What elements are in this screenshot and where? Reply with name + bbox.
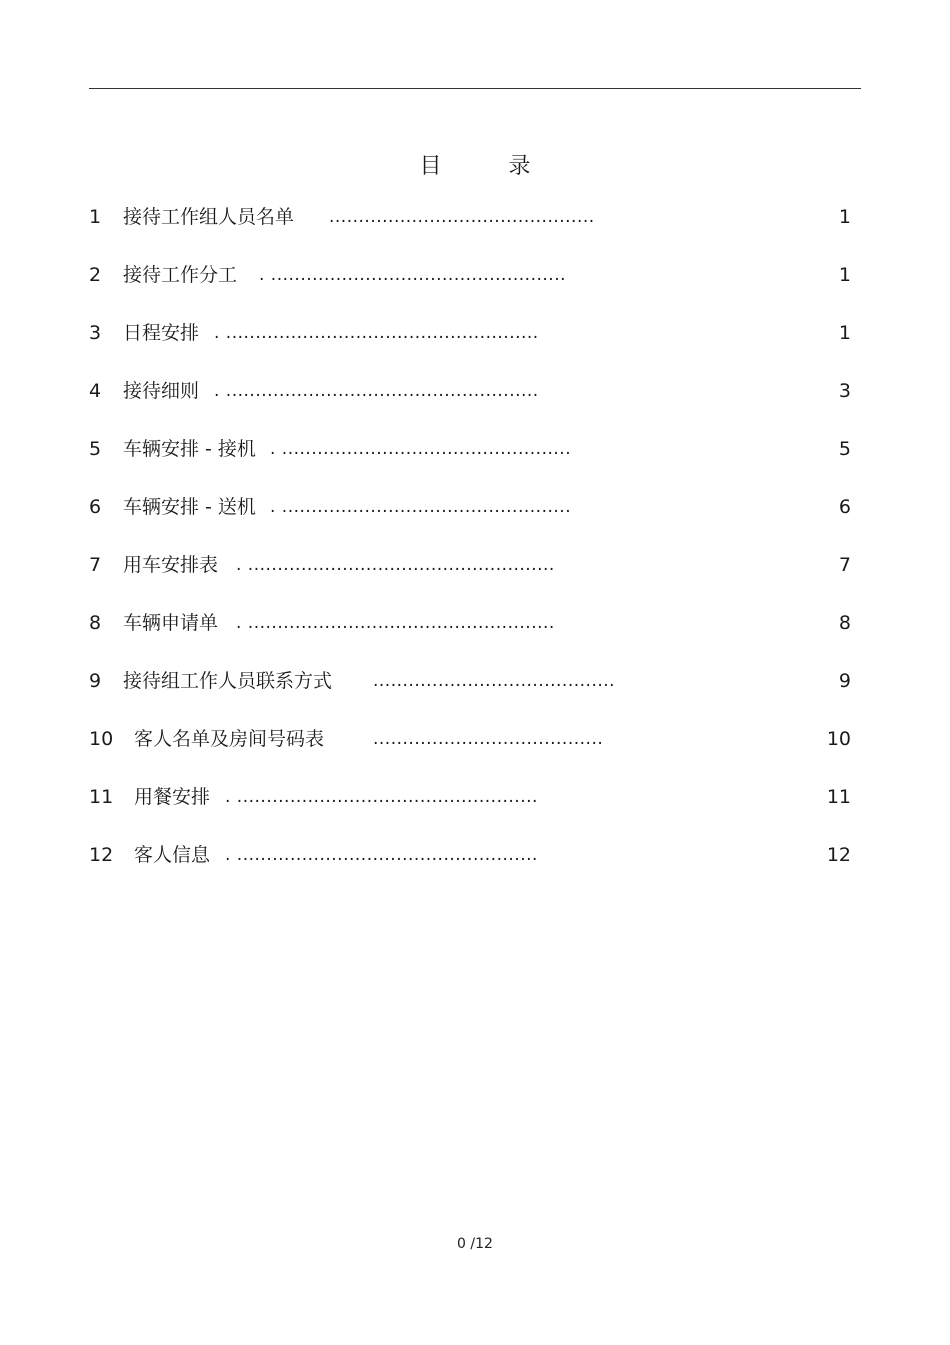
toc-entry-label: 车辆安排 - 接机 — [123, 438, 256, 460]
toc-entry-label: 接待细则 — [123, 380, 200, 402]
toc-entry-8[interactable] — [89, 606, 851, 640]
toc-entry-leader: . ................................................. — [270, 497, 572, 517]
toc-entry-11[interactable] — [89, 780, 851, 814]
toc-entry-page: 6 — [838, 496, 851, 518]
toc-entry-4[interactable] — [89, 374, 851, 408]
page-number: 0 /12 — [457, 1236, 493, 1252]
toc-entry-label: 接待工作组人员名单 — [123, 206, 295, 228]
toc-entry-leader: . ................................................... — [225, 787, 538, 807]
toc-entry-number: 12 — [89, 844, 114, 866]
toc-entry-page: 1 — [838, 206, 851, 228]
toc-entry-page: 8 — [838, 612, 851, 634]
toc-entry-leader: ......................................... — [373, 671, 616, 691]
toc-entry-12[interactable] — [89, 838, 851, 872]
toc-entry-leader: . ................................................... — [225, 845, 538, 865]
toc-entry-leader: . .................................................... — [236, 555, 555, 575]
toc-entry-number: 3 — [89, 322, 102, 344]
toc-entry-number: 11 — [89, 786, 114, 808]
toc-entry-leader: . ..................................................... — [214, 381, 539, 401]
toc-entry-page: 12 — [826, 844, 851, 866]
toc-entry-5[interactable] — [89, 432, 851, 466]
toc-entry-2[interactable] — [89, 258, 851, 292]
toc-entry-page: 10 — [826, 728, 851, 750]
toc-entry-page: 3 — [838, 380, 851, 402]
toc-entry-1[interactable] — [89, 200, 851, 234]
toc-entry-10[interactable] — [89, 722, 851, 756]
toc-entry-page: 11 — [826, 786, 851, 808]
toc-entry-label: 接待工作分工 — [123, 264, 238, 286]
toc-entry-page: 1 — [838, 322, 851, 344]
toc-entry-leader: . ................................................. — [270, 439, 572, 459]
toc-entry-number: 2 — [89, 264, 102, 286]
toc-entry-7[interactable] — [89, 548, 851, 582]
toc-entry-label: 车辆安排 - 送机 — [123, 496, 256, 518]
toc-entry-page: 9 — [838, 670, 851, 692]
toc-entry-leader: . .................................................... — [236, 613, 555, 633]
toc-entry-label: 接待组工作人员联系方式 — [123, 670, 333, 692]
toc-entry-9[interactable] — [89, 664, 851, 698]
toc-entry-3[interactable] — [89, 316, 851, 350]
toc-entry-page: 7 — [838, 554, 851, 576]
toc-title: 目 录 — [419, 154, 561, 179]
toc-entry-number: 10 — [89, 728, 114, 750]
toc-entry-number: 4 — [89, 380, 102, 402]
toc-entry-number: 8 — [89, 612, 102, 634]
toc-entry-page: 1 — [838, 264, 851, 286]
toc-entry-label: 客人信息 — [134, 844, 211, 866]
toc-entry-leader: ............................................. — [329, 207, 595, 227]
toc-entry-label: 用餐安排 — [134, 786, 211, 808]
toc-entry-leader: . ..................................................... — [214, 323, 539, 343]
toc-entry-leader: . .................................................. — [259, 265, 566, 285]
toc-entry-number: 5 — [89, 438, 102, 460]
toc-entry-page: 5 — [838, 438, 851, 460]
toc-entry-6[interactable] — [89, 490, 851, 524]
toc-entry-number: 7 — [89, 554, 102, 576]
header-rule — [89, 88, 861, 89]
toc-entry-number: 6 — [89, 496, 102, 518]
toc-entry-leader: ....................................... — [373, 729, 604, 749]
toc-entry-number: 9 — [89, 670, 102, 692]
toc-entry-label: 车辆申请单 — [123, 612, 219, 634]
toc-entry-label: 日程安排 — [123, 322, 200, 344]
toc-entry-label: 客人名单及房间号码表 — [134, 728, 325, 750]
toc-entry-number: 1 — [89, 206, 102, 228]
toc-entry-label: 用车安排表 — [123, 554, 219, 576]
